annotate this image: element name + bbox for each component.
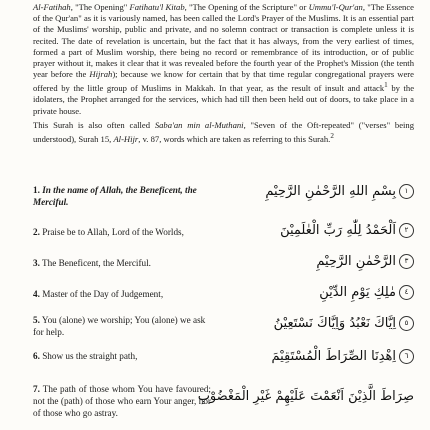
verse-2	[33, 223, 414, 257]
verse-arabic	[265, 184, 414, 200]
verse-list	[33, 184, 414, 423]
intro-term: Fatihatu'l Kitab	[129, 2, 185, 12]
verse-number: 5.	[33, 315, 40, 325]
verse-english	[33, 314, 208, 338]
verse-4	[33, 285, 414, 314]
verse-arabic	[319, 285, 414, 301]
arabic-text: اِيَّاكَ نَعْبُدُ وَاِيَّاكَ نَسْتَعِيْنُ	[273, 316, 396, 331]
verse-text: Show us the straight path,	[42, 351, 138, 361]
ayah-marker: ٣	[399, 254, 414, 269]
arabic-text: الرَّحْمٰنِ الرَّحِيْمِ	[316, 254, 396, 269]
verse-text: Praise be to Allah, Lord of the Worlds,	[42, 227, 184, 237]
intro-term: Saba'an min al-Muthani	[154, 119, 244, 130]
intro-text-run: ); because we know for certain that by that time regular congregational prayers were offered by the little group of Muslims in Makkah. In that year, as the result of insult and attack	[33, 69, 414, 94]
verse-7	[33, 383, 414, 423]
verse-text: The Beneficent, the Merciful.	[42, 258, 151, 268]
verse-5	[33, 314, 414, 350]
verse-number: 7.	[33, 384, 40, 394]
intro-text-run: , "The Opening of the Scripture" or	[184, 2, 309, 12]
intro-term: Hijrah	[89, 69, 113, 80]
intro-text-run: , "The Essence of the Qur'an" as it is variously named, has been called the Lord's Prayer of the Muslims. It is an essential part of the Muslims' worship, public and private, and no solemn contract or transaction is complete unless it is recited. The date of revelation is uncertain, but the fact that it has always, from the very earliest of times, formed a part of Muslim worship, there being no record or remembrance of its introduction, or of public prayer without it, makes it clear that it was revealed before the fourth year of the Prophet's Mission (the tenth year before the	[33, 2, 414, 80]
arabic-text: بِسْمِ اللهِ الرَّحْمٰنِ الرَّحِيْمِ	[265, 184, 396, 199]
verse-text: You (alone) we worship; You (alone) we ask for help.	[33, 315, 206, 337]
intro-text-run: , v. 87, words which are taken as referring to this Surah.	[138, 133, 331, 144]
intro-paragraph-1	[33, 2, 414, 117]
arabic-text: اِهْدِنَا الصِّرَاطَ الْمُسْتَقِيْمَ	[271, 349, 396, 364]
verse-3	[33, 254, 414, 288]
arabic-text: مٰلِكِ يَوْمِ الدِّيْنِ	[319, 285, 396, 300]
intro-term: Ummu'l-Qur'an	[308, 2, 363, 12]
ayah-marker: ٢	[399, 223, 414, 238]
verse-number: 2.	[33, 227, 40, 237]
verse-text: The path of those whom You have favoured; not the (path) of those who earn Your anger, nor of those who go astray.	[33, 384, 211, 418]
verse-english	[33, 288, 223, 300]
verse-english	[33, 226, 223, 238]
verse-english	[33, 257, 223, 269]
verse-number: 3.	[33, 258, 40, 268]
intro-paragraph-2	[33, 120, 414, 145]
verse-english	[33, 184, 203, 208]
verse-arabic	[316, 254, 414, 270]
intro-text-run: by the idolaters, the Prophet arranged for the services, which had till then been held out of doors, to take place in a private house.	[33, 83, 415, 116]
verse-text: In the name of Allah, the Beneficent, the Merciful.	[33, 185, 197, 207]
verse-1	[33, 184, 414, 226]
verse-number: 6.	[33, 351, 40, 361]
verse-english	[33, 350, 223, 362]
verse-arabic	[274, 316, 414, 332]
verse-number: 1.	[33, 185, 40, 195]
ayah-marker: ٦	[399, 349, 414, 364]
intro-text-run: , "Seven of the Oft-repeated" ("verses" being understood), Surah 15,	[33, 119, 414, 144]
footnote-ref[interactable]: 1	[384, 81, 388, 90]
intro-term: Al-Fatihah	[33, 2, 71, 12]
verse-arabic	[280, 223, 414, 239]
intro-term: Al-Hijr	[113, 133, 139, 144]
intro-text	[33, 2, 414, 145]
verse-arabic	[198, 389, 414, 405]
intro-text-run: , "The Opening"	[70, 2, 130, 12]
arabic-text: صِرَاطَ الَّذِيْنَ اَنْعَمْتَ عَلَيْهِمْ غَيْرِ الْمَغْضُوْبِ	[197, 389, 414, 404]
verse-arabic	[271, 349, 414, 365]
ayah-marker: ٤	[399, 285, 414, 300]
ayah-marker: ١	[399, 184, 414, 199]
verse-english	[33, 383, 211, 419]
verse-6	[33, 350, 414, 383]
ayah-marker: ٥	[399, 316, 414, 331]
footnote-ref[interactable]: 2	[330, 132, 334, 141]
intro-text-run: This Surah is also often called	[33, 119, 155, 130]
verse-number: 4.	[33, 289, 40, 299]
verse-text: Master of the Day of Judgement,	[42, 289, 164, 299]
arabic-text: اَلْحَمْدُ لِلّٰهِ رَبِّ الْعٰلَمِيْنَ	[280, 223, 396, 238]
